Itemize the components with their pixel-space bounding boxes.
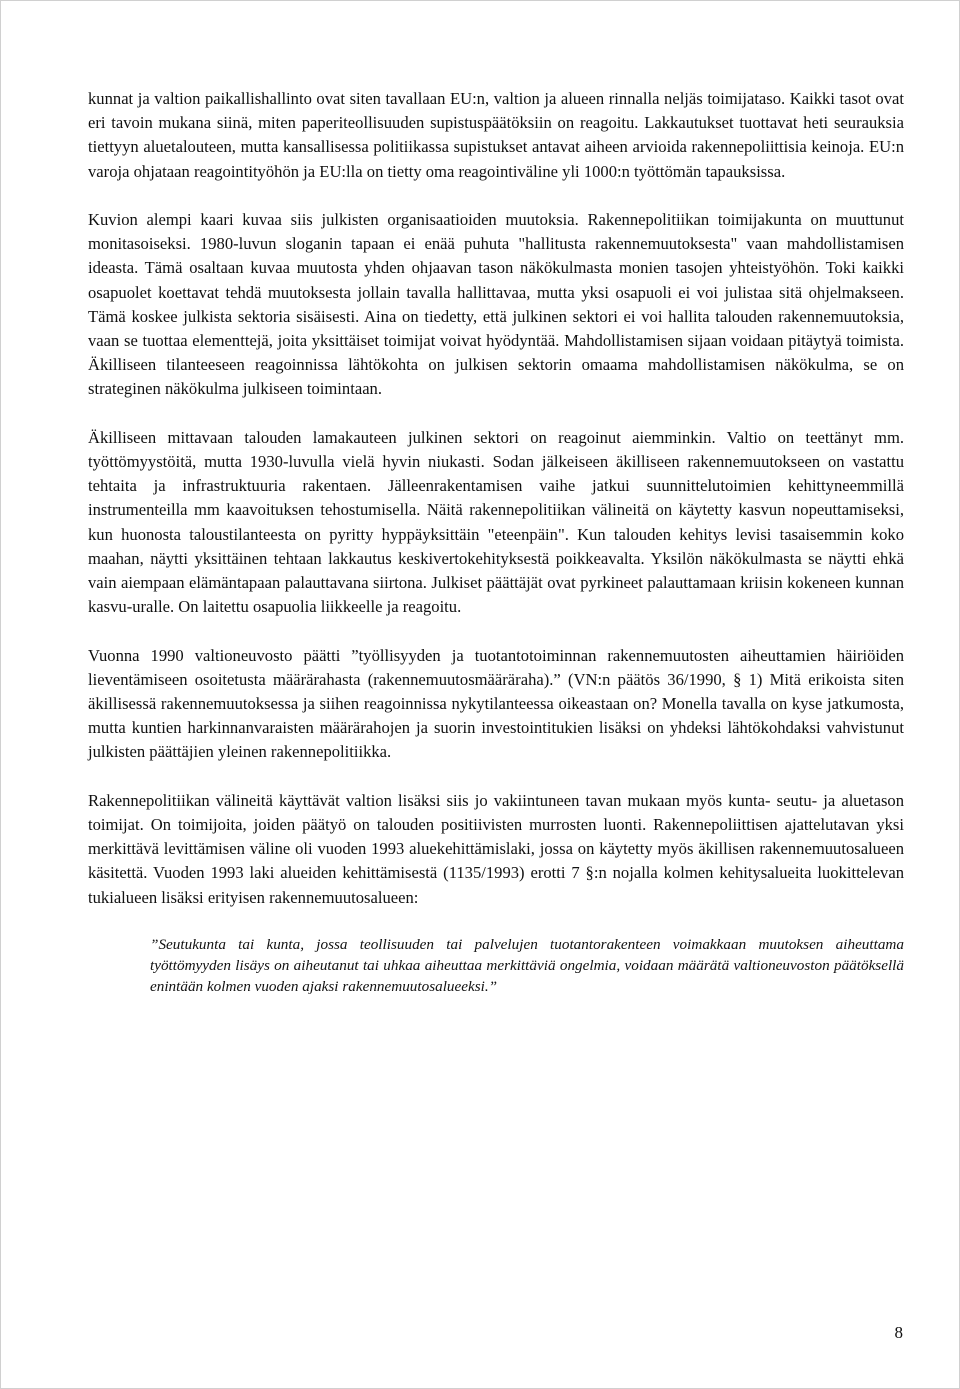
document-body (88, 87, 904, 998)
paragraph-2: Kuvion alempi kaari kuvaa siis julkisten organisaatioiden muutoksia. Rakennepolitiikan toimijakunta on muuttunut monitasoiseksi. 1980-luvun sloganin tapaan ei enää puhuta "hallitusta rakennemuutoksesta" vaan mahdollistamisen ideasta. Tämä osaltaan kuvaa muutosta yhden ohjaavan tason näkökulmasta monien tasojen yhteistyöhön. Toki kaikki osapuolet koettavat tehdä muutoksesta jollain tavalla hallittavaa, mutta yksi osapuoli ei voi julistaa sitä ohjelmakseen. Tämä koskee julkista sektoria sisäisesti. Aina on tiedetty, että julkinen sektori ei voi hallita talouden rakennemuutoksia, vaan se tuottaa elementtejä, joita yksittäiset toimijat voivat hyödyntää. Mahdollistamisen sijaan voidaan pitäytyä toimista. Äkilliseen tilanteeseen reagoinnissa lähtökohta on julkisen sektorin omaama mahdollistamisen näkökulma, se on strateginen näkökulma julkiseen toimintaan. (88, 210, 904, 399)
paragraph-5: Rakennepolitiikan välineitä käyttävät valtion lisäksi siis jo vakiintuneen tavan mukaan myös kunta- seutu- ja aluetason toimijat. On toimijoita, joiden päätyö on talouden positiivisten murrosten luonti. Rakennepoliittisen ajattelutavan yksi merkittävä levittämisen väline oli vuoden 1993 aluekehittämislaki, jossa on käytetty myös äkillisen rakennemuutosalueen käsitettä. Vuoden 1993 laki alueiden kehittämisestä (1135/1993) erotti 7 §:n nojalla kolmen kehitysalueita luokittelevan tukialueen lisäksi erityisen rakennemuutosalueen: (88, 790, 904, 907)
page-number: 8 (894, 1323, 903, 1342)
paragraph-1: kunnat ja valtion paikallishallinto ovat siten tavallaan EU:n, valtion ja alueen rinnalla neljäs toimijataso. Kaikki tasot ovat eri tavoin mukana siinä, miten paperiteollisuuden supistuspäätöksiin on reagoitu. Lakkautukset tuottavat heti seurauksia tiettyyn aluetalouteen, mutta kansallisessa politiikassa supistukset antavat aiheen arvioida rakennepoliittisia keinoja. EU:n varoja ohjataan reagointityöhön ja EU:lla on tietty oma reagointiväline yli 1000:n työttömän tapauksissa. (88, 89, 904, 181)
block-quote: ”Seutukunta tai kunta, jossa teollisuuden tai palvelujen tuotantorakenteen voimakkaan muutoksen aiheuttama työttömyyden lisäys on aiheutanut tai uhkaa aiheuttaa merkittäviä ongelmia, voidaan määrätä valtioneuvoston päätöksellä enintään kolmen vuoden ajaksi rakennemuutosalueeksi.” (150, 936, 904, 996)
paragraph-4: Vuonna 1990 valtioneuvosto päätti ”työllisyyden ja tuotantotoiminnan rakennemuutosten aiheuttamien häiriöiden lieventämiseen osoitetusta määrärahasta (rakennemuutosmääräraha).” (VN:n päätös 36/1990, § 1) Mitä erikoista siten äkillisessä rakennemuutoksessa ja siihen reagoinnissa nykytilanteessa oikeastaan on? Monella tavalla on kyse jatkumosta, mutta kuntien harkinnanvaraisten määrärahojen ja suorin investointitukien lisäksi on yhdeksi lähtökohdaksi vahvistunut julkisten päättäjien yleinen rakennepolitiikka. (88, 645, 904, 762)
paragraph-3: Äkilliseen mittavaan talouden lamakauteen julkinen sektori on reagoinut aiemminkin. Valtio on teettänyt mm. työttömyystöitä, mutta 1930-luvulla vielä hyvin niukasti. Sodan jälkeiseen äkilliseen rakennemuutokseen on vastattu tehtaita ja infrastruktuuria rakentaen. Jälleenrakentamisen vaihe jatkui suunnittelutoimien kehittyneemmillä instrumenteilla mm kaavoituksen tehostumisella. Näitä rakennepolitiikan välineitä on käytetty kasvun nopeuttamiseksi, kun huonosta taloustilanteesta on pyritty hyppäyksittäin "eteenpäin". Kun talouden kehitys levisi tasaisemmin koko maahan, näytti yksittäinen tehtaan lakkautus keskivertokehityksestä poikkeavalta. Yksilön näkökulmasta se näytti ehkä vain aiempaan elämäntapaan palauttavana siirtona. Julkiset päättäjät ovat pyrkineet palauttamaan kriisin kokeneen kunnan kasvu-uralle. On laitettu osapuolia liikkeelle ja reagoitu. (88, 427, 904, 617)
